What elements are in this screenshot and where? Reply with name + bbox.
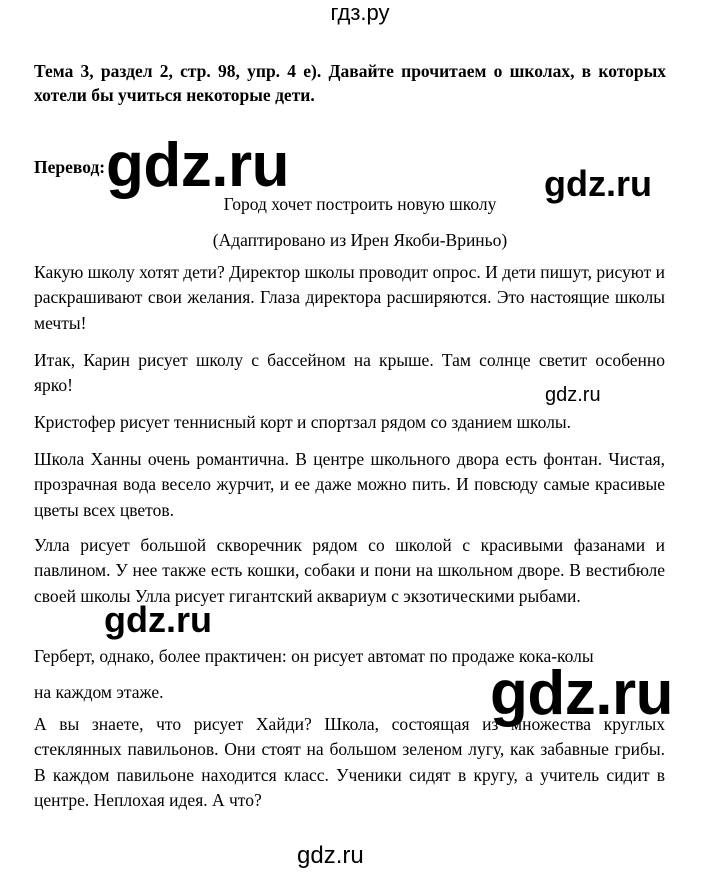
paragraph-6: Герберт, однако, более практичен: он рисует автомат по продаже кока-колы bbox=[34, 646, 594, 666]
text-subheading: (Адаптировано из Ирен Якоби-Вриньо) bbox=[212, 230, 508, 250]
watermark-logo: gdz.ru bbox=[297, 842, 364, 869]
paragraph-8: А вы знаете, что рисует Хайди? Школа, состоящая из множества круглых стеклянных павильонов. Они стоят на большом зеленом лугу, как забавные грибы. В каждом павильоне находится класс. Ученики сидят в кругу, а учитель сидит в центре. Неплохая идея. А что? bbox=[34, 714, 665, 810]
text-heading: Город хочет построить новую школу bbox=[223, 194, 497, 214]
watermark-logo: gdz.ru bbox=[544, 163, 652, 204]
site-header: гдз.ру bbox=[330, 0, 390, 25]
paragraph-7: на каждом этаже. bbox=[34, 682, 164, 702]
paragraph-5: Улла рисует большой скворечник рядом со школой с красивыми фазанами и павлином. У нее также есть кошки, собаки и пони на школьном дворе. В вестибюле своей школы Улла рисует гигантский аквариум с экзотическими рыбами. bbox=[34, 535, 665, 606]
task-title: Тема 3, раздел 2, стр. 98, упр. 4 е). Давайте прочитаем о школах, в которых хотели бы учиться некоторые дети. bbox=[34, 61, 666, 105]
watermark-logo: gdz.ru bbox=[545, 384, 601, 406]
paragraph-1: Какую школу хотят дети? Директор школы проводит опрос. И дети пишут, рисуют и раскрашивают свои желания. Глаза директора расширяются. Это настоящие школы мечты! bbox=[34, 262, 665, 333]
paragraph-4: Школа Ханны очень романтична. В центре школьного двора есть фонтан. Чистая, прозрачная вода весело журчит, и ее даже можно пить. И повсюду самые красивые цветы всех цветов. bbox=[34, 449, 665, 520]
paragraph-3: Кристофер рисует теннисный корт и спортзал рядом со зданием школы. bbox=[34, 412, 572, 432]
watermark-logo: gdz.ru bbox=[490, 659, 673, 728]
translation-label: Перевод: bbox=[34, 157, 106, 177]
watermark-logo: gdz.ru bbox=[104, 599, 212, 640]
watermark-logo: gdz.ru bbox=[106, 131, 289, 200]
paragraph-2: Итак, Карин рисует школу с бассейном на крыше. Там солнце светит особенно ярко! bbox=[34, 350, 665, 396]
